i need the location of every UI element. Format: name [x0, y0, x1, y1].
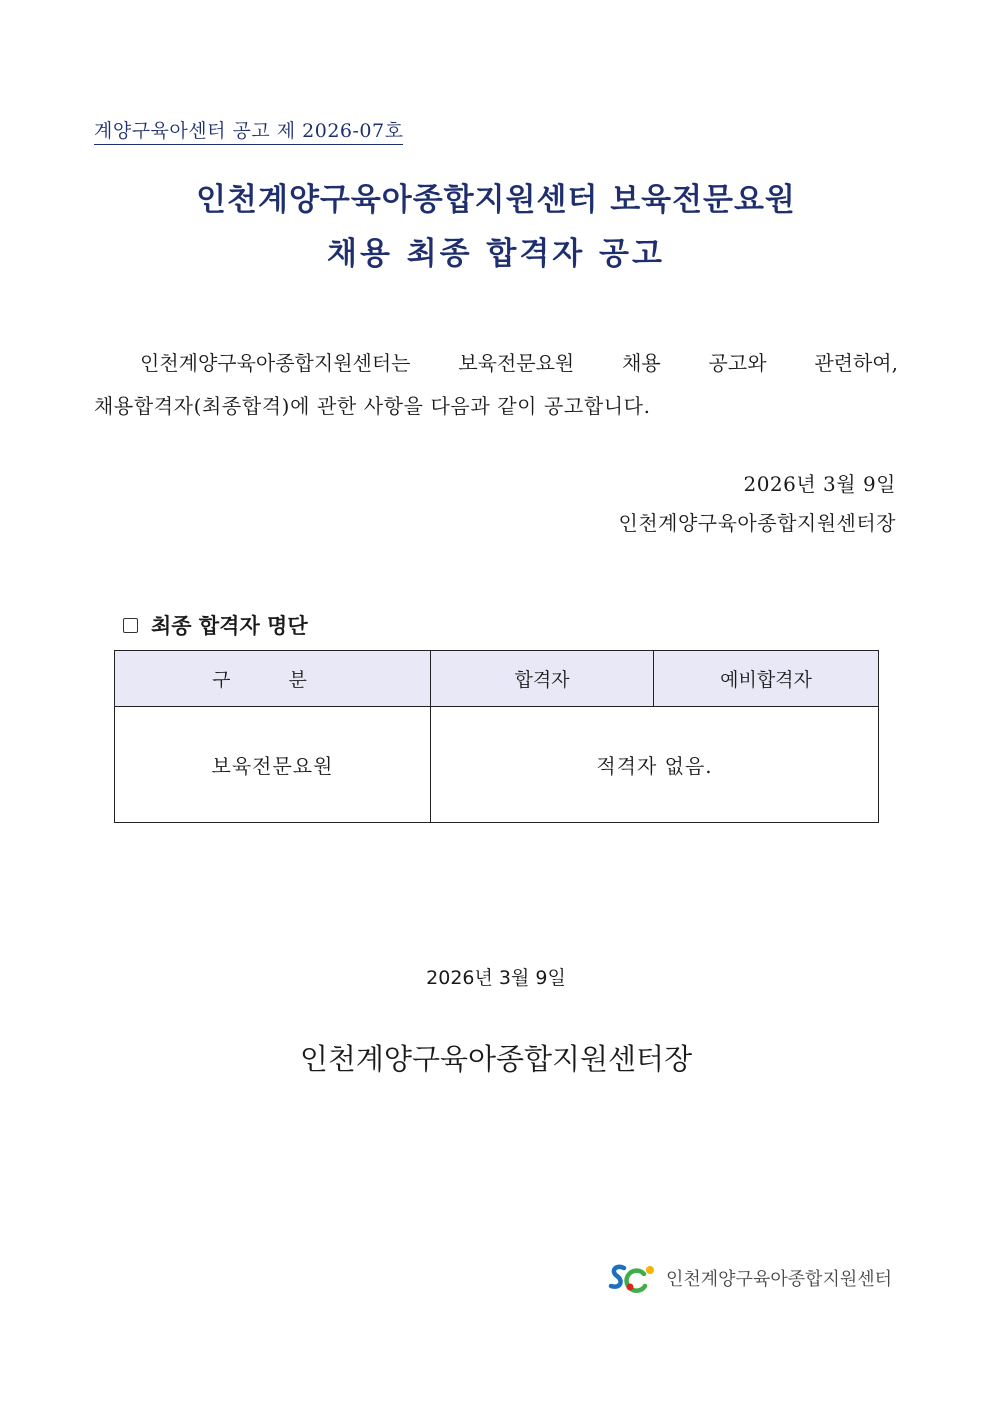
footer-date: 2026년 3월 9일 [426, 967, 566, 989]
body-paragraph-line-2: 채용합격자(최종합격)에 관한 사항을 다음과 같이 공고합니다. [94, 394, 651, 418]
final-roster-table [114, 650, 879, 823]
center-logo [608, 1262, 892, 1294]
issue-date: 2026년 3월 9일 [743, 472, 896, 496]
table-header-row [115, 651, 879, 707]
header-reserve: 예비합격자 [654, 651, 879, 707]
checkbox-icon [123, 618, 138, 633]
document-title-line-1: 인천계양구육아종합지원센터 보육전문요원 [196, 182, 796, 218]
footer-signature: 인천계양구육아종합지원센터장 [299, 1042, 693, 1076]
section-heading-label: 최종 합격자 명단 [151, 614, 308, 638]
center-logo-icon [608, 1262, 658, 1294]
table-row [115, 707, 879, 823]
body-paragraph-line-1: 인천계양구육아종합지원센터는 보육전문요원 채용 공고와 관련하여, [140, 351, 898, 375]
cell-result: 적격자 없음. [431, 707, 879, 823]
center-logo-text: 인천계양구육아종합지원센터 [666, 1269, 893, 1290]
notice-number: 계양구육아센터 공고 제 2026-07호 [94, 116, 403, 145]
section-heading [123, 610, 308, 640]
cell-category: 보육전문요원 [115, 707, 431, 823]
document-title-line-2: 채용 최종 합격자 공고 [327, 236, 665, 272]
header-category: 구 분 [115, 651, 431, 707]
issuer-name: 인천계양구육아종합지원센터장 [618, 511, 896, 535]
header-passed: 합격자 [431, 651, 654, 707]
